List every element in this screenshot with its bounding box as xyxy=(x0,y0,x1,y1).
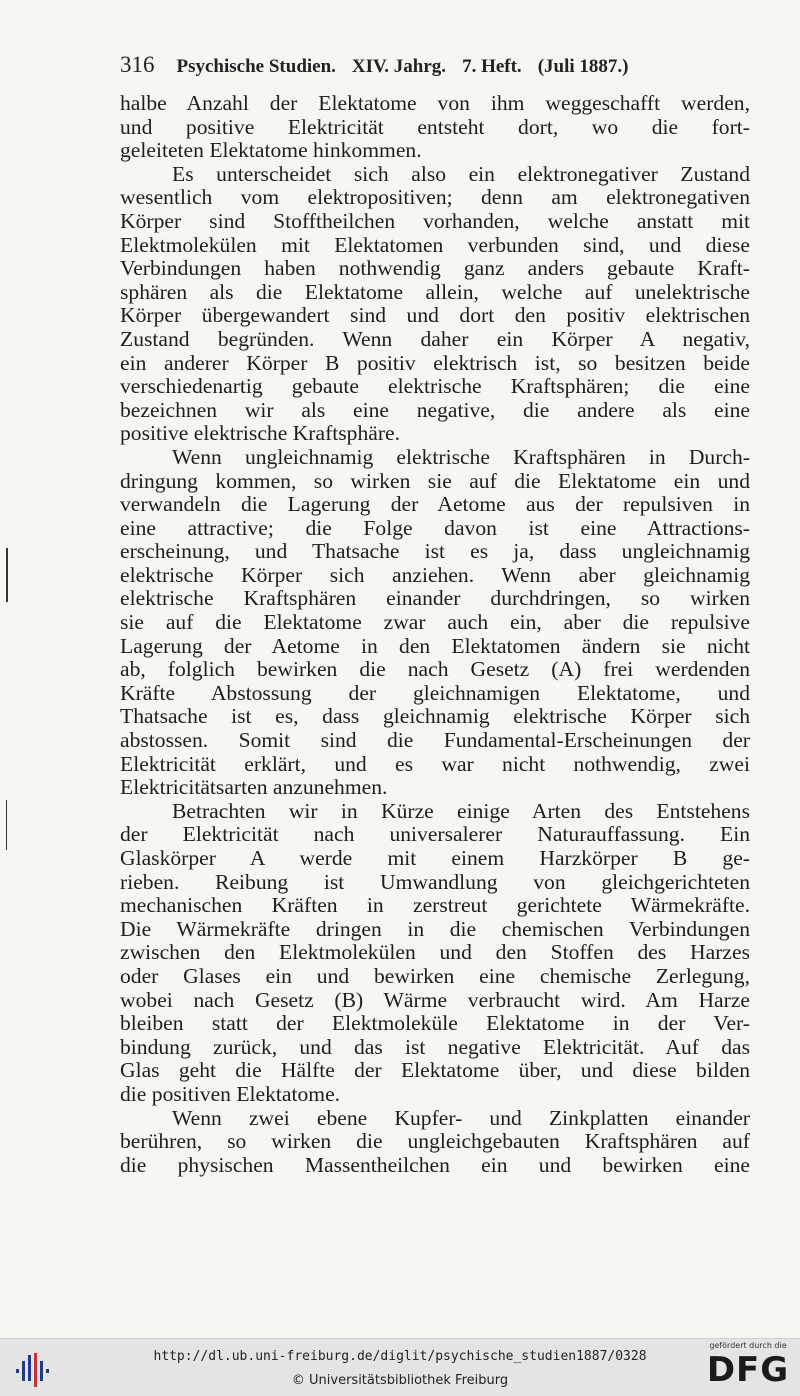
text-line: dringung kommen, so wirken sie auf die Elektatome ein und xyxy=(120,468,750,493)
text-line: ein anderer Körper B positiv elektrisch ist, so besitzen beide xyxy=(120,350,750,375)
text-line: halbe Anzahl der Elektatome von ihm weggeschafft werden, xyxy=(120,91,750,115)
issue-date: (Juli 1887.) xyxy=(537,56,629,77)
text-line: oder Glases ein und bewirken eine chemische Zerlegung, xyxy=(120,963,750,988)
text-line: eine attractive; die Folge davon ist eine Attractions- xyxy=(120,515,750,540)
text-line: Betrachten wir in Kürze einige Arten des Entstehens xyxy=(172,798,750,823)
text-line: bleiben statt der Elektmoleküle Elektatome in der Ver- xyxy=(120,1011,750,1036)
text-line: sphären als die Elektatome allein, welche auf unelektrische xyxy=(120,279,750,304)
text-line: Körper sind Stofftheilchen vorhanden, welche anstatt mit xyxy=(120,208,750,233)
text-line: bindung zurück, und das ist negative Elektricität. Auf das xyxy=(120,1034,750,1059)
text-line: abstossen. Somit sind die Fundamental-Erscheinungen der xyxy=(120,728,750,753)
text-line: positive elektrische Kraftsphäre. xyxy=(120,421,401,446)
text-line: Zustand begründen. Wenn daher ein Körper A negativ, xyxy=(120,326,750,351)
text-line: wesentlich vom elektropositiven; denn am elektronegativen xyxy=(120,185,750,210)
text-line: der Elektricität nach universalerer Naturauffassung. Ein xyxy=(120,822,750,847)
page-number: 316 xyxy=(120,52,155,77)
text-line: Wenn ungleichnamig elektrische Kraftsphären in Durch- xyxy=(172,444,750,469)
text-line: die physischen Massentheilchen ein und bewirken eine xyxy=(120,1152,750,1177)
text-line: berühren, so wirken die ungleichgebauten Kraftsphären auf xyxy=(120,1129,750,1154)
text-line: und positive Elektricität entsteht dort, wo die fort- xyxy=(120,114,750,139)
dfg-logo-icon xyxy=(706,1341,790,1393)
text-line: Die Wärmekräfte dringen in die chemischen Verbindungen xyxy=(120,916,750,941)
footer-copyright: © Universitätsbibliothek Freiburg xyxy=(291,1373,509,1388)
text-line: Kräfte Abstossung der gleichnamigen Elektatome, und xyxy=(120,680,750,705)
text-line: Glas geht die Hälfte der Elektatome über, und diese bilden xyxy=(120,1058,750,1083)
text-line: Es unterscheidet sich also ein elektronegativer Zustand xyxy=(172,161,750,186)
dfg-tagline: gefördert durch die xyxy=(709,1341,787,1350)
volume: XIV. Jahrg. xyxy=(351,56,447,77)
text-line: wobei nach Gesetz (B) Wärme verbraucht wird. Am Harze xyxy=(120,987,750,1012)
footer-url[interactable]: http://dl.ub.uni-freiburg.de/diglit/psychische_studien1887/0328 xyxy=(153,1349,647,1364)
text-line: Thatsache ist es, dass gleichnamig elektrische Körper sich xyxy=(120,704,750,729)
dfg-logo-text: DFG xyxy=(706,1350,790,1390)
text-line: elektrische Kraftsphären einander durchdringen, so wirken xyxy=(120,586,750,611)
text-line: Elektricitätsarten anzunehmen. xyxy=(120,775,388,800)
issue: 7. Heft. xyxy=(462,56,522,77)
footer-bar xyxy=(0,1338,800,1396)
running-header xyxy=(120,52,748,84)
text-line: geleiteten Elektatome hinkommen. xyxy=(120,138,422,163)
journal-title: Psychische Studien. xyxy=(176,56,336,77)
body-text xyxy=(120,92,750,1177)
text-line: Verbindungen haben nothwendig ganz anders gebaute Kraft- xyxy=(120,256,750,281)
text-line: rieben. Reibung ist Umwandlung von gleichgerichteten xyxy=(120,869,750,894)
margin-mark xyxy=(6,548,8,602)
text-line: die positiven Elektatome. xyxy=(120,1081,341,1106)
margin-mark xyxy=(6,800,7,850)
text-line: bezeichnen wir als eine negative, die andere als eine xyxy=(120,397,750,422)
text-line: Glaskörper A werde mit einem Harzkörper B ge- xyxy=(120,846,750,870)
text-line: Lagerung der Aetome in den Elektatomen ändern sie nicht xyxy=(120,633,750,658)
text-line: Körper übergewandert sind und dort den positiv elektrischen xyxy=(120,303,750,328)
text-line: zwischen den Elektmolekülen und den Stoffen des Harzes xyxy=(120,940,750,965)
text-line: sie auf die Elektatome zwar auch ein, aber die repulsive xyxy=(120,610,750,635)
text-line: verwandeln die Lagerung der Aetome aus der repulsiven in xyxy=(120,492,750,517)
text-line: ab, folglich bewirken die nach Gesetz (A) frei werdenden xyxy=(120,657,750,682)
text-line: erscheinung, und Thatsache ist es ja, dass ungleichnamig xyxy=(120,539,750,564)
text-line: Elektricität erklärt, und es war nicht nothwendig, zwei xyxy=(120,751,750,776)
text-line: Wenn zwei ebene Kupfer- und Zinkplatten einander xyxy=(172,1105,750,1130)
text-line: mechanischen Kräften in zerstreut gerichtete Wärmekräfte. xyxy=(120,893,750,918)
text-line: elektrische Körper sich anziehen. Wenn aber gleichnamig xyxy=(120,562,750,587)
text-line: verschiedenartig gebaute elektrische Kraftsphären; die eine xyxy=(120,374,750,399)
text-line: Elektmolekülen mit Elektatomen verbunden sind, und diese xyxy=(120,232,750,257)
